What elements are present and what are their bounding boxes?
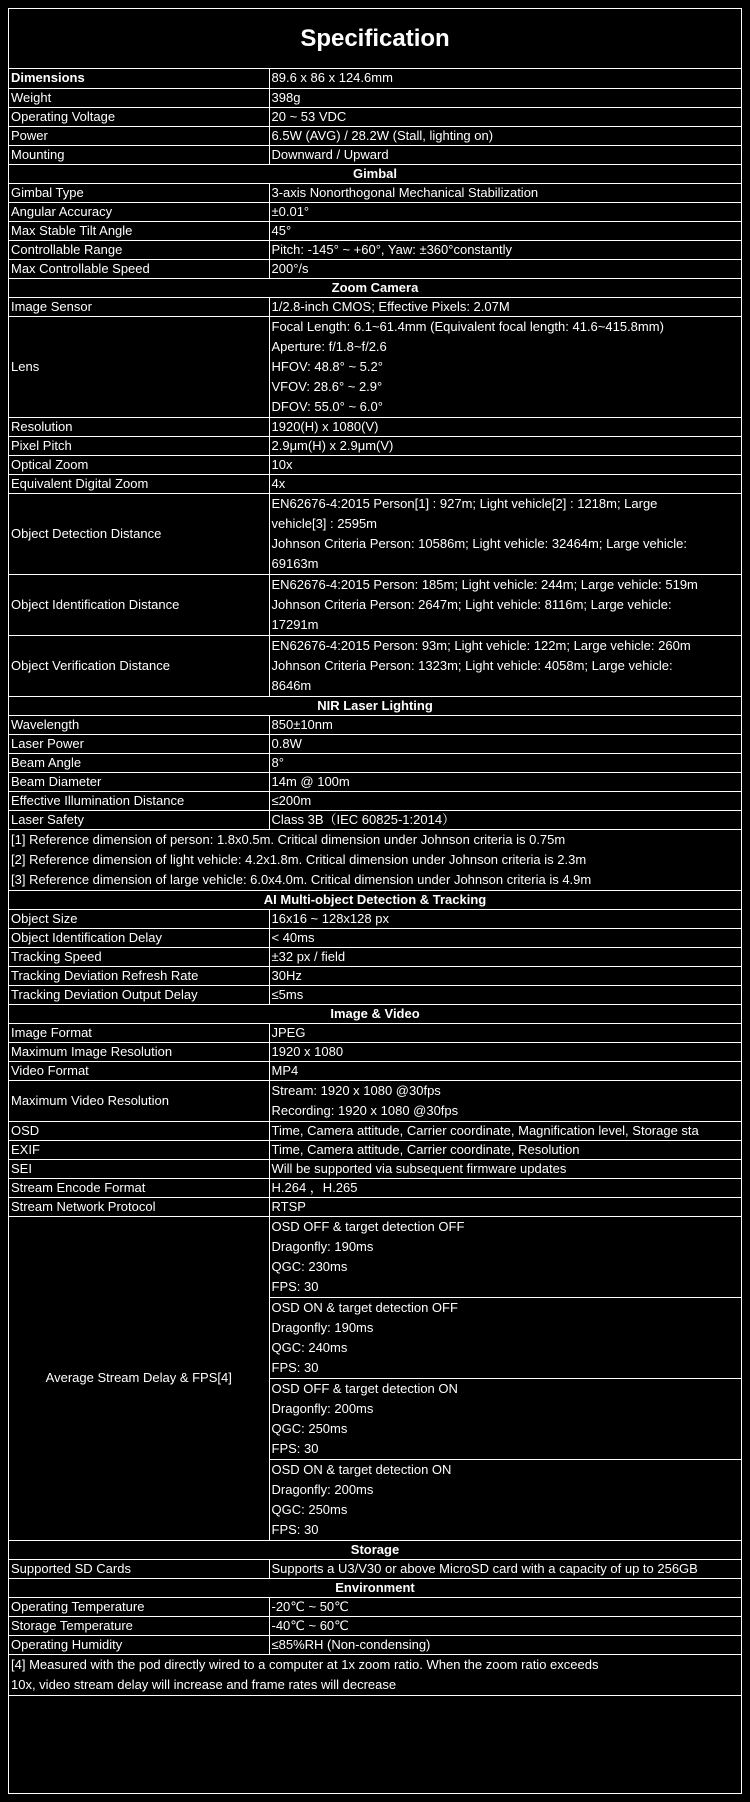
spec-value: Pitch: -145° ~ +60°, Yaw: ±360°constantly — [269, 240, 741, 259]
spec-row-beam-diameter — [9, 772, 741, 791]
spec-value-line: Dragonfly: 200ms — [271, 1400, 374, 1416]
spec-label: Dimensions — [9, 69, 269, 88]
spec-value-line: Dragonfly: 190ms — [271, 1319, 374, 1335]
spec-label: Wavelength — [9, 715, 269, 734]
spec-row-video-format — [9, 1061, 741, 1080]
section-header-storage — [9, 1540, 741, 1559]
spec-row-object-size — [9, 909, 741, 928]
spec-label: Controllable Range — [9, 240, 269, 259]
spec-value: 4x — [269, 474, 741, 493]
spec-label: Max Stable Tilt Angle — [9, 221, 269, 240]
spec-value: ±32 px / field — [269, 947, 741, 966]
spec-row-mounting — [9, 145, 741, 164]
spec-row-beam-angle — [9, 753, 741, 772]
spec-value-line: Dragonfly: 190ms — [271, 1238, 374, 1254]
spec-row-object-verification-distance — [9, 635, 741, 696]
spec-label: Laser Safety — [9, 810, 269, 829]
spec-value-line: 17291m — [271, 616, 319, 632]
spec-label: Mounting — [9, 145, 269, 164]
spec-value: 10x — [269, 455, 741, 474]
spec-value: -20℃ ~ 50℃ — [269, 1597, 741, 1616]
spec-value-line: Focal Length: 6.1~61.4mm (Equivalent focal length: 41.6~415.8mm) — [271, 318, 664, 334]
spec-label: Object Detection Distance — [9, 493, 269, 574]
spec-label: Gimbal Type — [9, 183, 269, 202]
spec-value-line: QGC: 240ms — [271, 1339, 348, 1355]
spec-value-line: Johnson Criteria Person: 10586m; Light vehicle: 32464m; Large vehicle: — [271, 535, 688, 551]
spec-value-line: OSD ON & target detection OFF — [271, 1299, 458, 1315]
spec-label: Angular Accuracy — [9, 202, 269, 221]
spec-row-object-detection-distance — [9, 493, 741, 574]
spec-row-supported-sd-cards — [9, 1559, 741, 1578]
footnote-block — [9, 1654, 741, 1695]
spec-label: Maximum Video Resolution — [9, 1080, 269, 1121]
section-header-image-video — [9, 1004, 741, 1023]
spec-label: Equivalent Digital Zoom — [9, 474, 269, 493]
spec-label: Beam Diameter — [9, 772, 269, 791]
spec-value: Class 3B（IEC 60825-1:2014） — [269, 810, 741, 829]
spec-value-line: HFOV: 48.8° ~ 5.2° — [271, 358, 383, 374]
spec-value: 200°/s — [269, 259, 741, 278]
spec-value: JPEG — [269, 1023, 741, 1042]
spec-value-line: DFOV: 55.0° ~ 6.0° — [271, 398, 383, 414]
spec-label: Object Identification Distance — [9, 574, 269, 635]
section-header-nir-laser-lighting — [9, 696, 741, 715]
spec-value-line: EN62676-4:2015 Person: 93m; Light vehicle: 122m; Large vehicle: 260m — [271, 637, 691, 653]
spec-label: Maximum Image Resolution — [9, 1042, 269, 1061]
section-title: AI Multi-object Detection & Tracking — [9, 890, 741, 909]
spec-row-object-identification-delay — [9, 928, 741, 947]
spec-row-optical-zoom — [9, 455, 741, 474]
spec-row-gimbal-type — [9, 183, 741, 202]
spec-row-lens — [9, 316, 741, 417]
spec-value — [269, 635, 741, 696]
spec-value: -40℃ ~ 60℃ — [269, 1616, 741, 1635]
footnote-line: [3] Reference dimension of large vehicle: 6.0x4.0m. Critical dimension under Johnson criteria is 4.9m — [11, 871, 592, 887]
spec-label: Stream Encode Format — [9, 1178, 269, 1197]
section-header-ai-multi-object-detection-tracking — [9, 890, 741, 909]
spec-row-sei — [9, 1159, 741, 1178]
spec-label: Laser Power — [9, 734, 269, 753]
spec-value: Time, Camera attitude, Carrier coordinate, Magnification level, Storage sta — [269, 1121, 741, 1140]
spec-label: Resolution — [9, 417, 269, 436]
footnote — [9, 829, 741, 890]
spec-row-exif — [9, 1140, 741, 1159]
spec-value: RTSP — [269, 1197, 741, 1216]
spec-value: 30Hz — [269, 966, 741, 985]
spec-label: Operating Voltage — [9, 107, 269, 126]
spec-label: Object Identification Delay — [9, 928, 269, 947]
spec-value: MP4 — [269, 1061, 741, 1080]
spec-row-resolution — [9, 417, 741, 436]
spec-label: EXIF — [9, 1140, 269, 1159]
spec-value: ±0.01° — [269, 202, 741, 221]
stream-delay-values — [269, 1459, 741, 1540]
spec-label: Beam Angle — [9, 753, 269, 772]
spec-value-line: 8646m — [271, 677, 312, 693]
footnote-line: [1] Reference dimension of person: 1.8x0.5m. Critical dimension under Johnson criteria is 0.75m — [11, 831, 566, 847]
spec-label: Weight — [9, 88, 269, 107]
spec-row-tracking-deviation-output-delay — [9, 985, 741, 1004]
section-header-environment — [9, 1578, 741, 1597]
spec-value: ≤200m — [269, 791, 741, 810]
page-title: Specification — [9, 9, 741, 69]
spec-row-wavelength — [9, 715, 741, 734]
section-title: Environment — [9, 1578, 741, 1597]
spec-row-storage-temperature — [9, 1616, 741, 1635]
spec-value-line: EN62676-4:2015 Person[1] : 927m; Light vehicle[2] : 1218m; Large — [271, 495, 658, 511]
stream-delay-values — [269, 1297, 741, 1378]
spec-value-line: QGC: 230ms — [271, 1258, 348, 1274]
spec-value: < 40ms — [269, 928, 741, 947]
spec-value: 16x16 ~ 128x128 px — [269, 909, 741, 928]
stream-delay-group — [9, 1216, 741, 1297]
spec-value-line: Aperture: f/1.8~f/2.6 — [271, 338, 387, 354]
spec-value: Downward / Upward — [269, 145, 741, 164]
spec-value: Time, Camera attitude, Carrier coordinate, Resolution — [269, 1140, 741, 1159]
spec-row-operating-voltage — [9, 107, 741, 126]
spec-row-image-sensor — [9, 297, 741, 316]
spec-value — [269, 316, 741, 417]
spec-value: 20 ~ 53 VDC — [269, 107, 741, 126]
spec-row-maximum-image-resolution — [9, 1042, 741, 1061]
spec-row-laser-safety — [9, 810, 741, 829]
spec-label: Effective Illumination Distance — [9, 791, 269, 810]
spec-value-line: QGC: 250ms — [271, 1501, 348, 1517]
spec-label: Object Verification Distance — [9, 635, 269, 696]
spec-value-line: FPS: 30 — [271, 1440, 319, 1456]
spec-value — [269, 1080, 741, 1121]
spec-value-line: Stream: 1920 x 1080 @30fps — [271, 1082, 441, 1098]
spec-row-maximum-video-resolution — [9, 1080, 741, 1121]
spec-value — [269, 493, 741, 574]
spec-value: 850±10nm — [269, 715, 741, 734]
spec-value-line: FPS: 30 — [271, 1359, 319, 1375]
spec-value — [269, 574, 741, 635]
spec-label: Optical Zoom — [9, 455, 269, 474]
stream-delay-values — [269, 1216, 741, 1297]
footnote — [9, 1654, 741, 1695]
spec-label: Image Format — [9, 1023, 269, 1042]
spec-label: Operating Temperature — [9, 1597, 269, 1616]
spec-row-angular-accuracy — [9, 202, 741, 221]
spec-value-line: VFOV: 28.6° ~ 2.9° — [271, 378, 383, 394]
spec-value-line: OSD OFF & target detection ON — [271, 1380, 458, 1396]
section-title: Storage — [9, 1540, 741, 1559]
spec-label: Power — [9, 126, 269, 145]
spec-label: Stream Network Protocol — [9, 1197, 269, 1216]
spec-value-line: Johnson Criteria Person: 1323m; Light vehicle: 4058m; Large vehicle: — [271, 657, 673, 673]
spec-row-dimensions — [9, 69, 741, 88]
spec-label: Tracking Deviation Refresh Rate — [9, 966, 269, 985]
section-title: NIR Laser Lighting — [9, 696, 741, 715]
spec-row-stream-network-protocol — [9, 1197, 741, 1216]
spec-value-line: vehicle[3] : 2595m — [271, 515, 378, 531]
spec-row-stream-encode-format — [9, 1178, 741, 1197]
spec-value: 14m @ 100m — [269, 772, 741, 791]
spec-label: Pixel Pitch — [9, 436, 269, 455]
spec-row-equivalent-digital-zoom — [9, 474, 741, 493]
spec-value-line: 69163m — [271, 555, 319, 571]
spec-label: Video Format — [9, 1061, 269, 1080]
spec-row-power — [9, 126, 741, 145]
spec-row-laser-power — [9, 734, 741, 753]
spec-row-operating-humidity — [9, 1635, 741, 1654]
spec-value-line: Johnson Criteria Person: 2647m; Light vehicle: 8116m; Large vehicle: — [271, 596, 672, 612]
spec-label: Object Size — [9, 909, 269, 928]
spec-label: OSD — [9, 1121, 269, 1140]
footnote-line: 10x, video stream delay will increase and frame rates will decrease — [11, 1676, 397, 1692]
footnote-line: [2] Reference dimension of light vehicle: 4.2x1.8m. Critical dimension under Johnson criteria is 2.3m — [11, 851, 587, 867]
spec-sheet — [8, 8, 742, 1794]
footnote-block — [9, 829, 741, 890]
spec-value: ≤5ms — [269, 985, 741, 1004]
spec-row-object-identification-distance — [9, 574, 741, 635]
spec-label: Supported SD Cards — [9, 1559, 269, 1578]
spec-value: Will be supported via subsequent firmware updates — [269, 1159, 741, 1178]
spec-value: 1920 x 1080 — [269, 1042, 741, 1061]
spec-value: 1/2.8-inch CMOS; Effective Pixels: 2.07M — [269, 297, 741, 316]
spec-label: Tracking Deviation Output Delay — [9, 985, 269, 1004]
spec-value-line: QGC: 250ms — [271, 1420, 348, 1436]
spec-value: H.264 ，H.265 — [269, 1178, 741, 1197]
spec-label: SEI — [9, 1159, 269, 1178]
spec-value-line: OSD OFF & target detection OFF — [271, 1218, 465, 1234]
spec-value: 1920(H) x 1080(V) — [269, 417, 741, 436]
footnote-line: [4] Measured with the pod directly wired to a computer at 1x zoom ratio. When the zoom ratio exceeds — [11, 1656, 599, 1672]
spec-label: Lens — [9, 316, 269, 417]
spec-row-tracking-speed — [9, 947, 741, 966]
spec-label: Image Sensor — [9, 297, 269, 316]
spec-value: 3-axis Nonorthogonal Mechanical Stabilization — [269, 183, 741, 202]
spec-row-image-format — [9, 1023, 741, 1042]
spec-label: Max Controllable Speed — [9, 259, 269, 278]
spec-row-weight — [9, 88, 741, 107]
stream-delay-values — [269, 1378, 741, 1459]
spec-value-line: Dragonfly: 200ms — [271, 1481, 374, 1497]
spec-table — [9, 69, 741, 1696]
spec-value: 398g — [269, 88, 741, 107]
spec-label: Tracking Speed — [9, 947, 269, 966]
spec-row-max-controllable-speed — [9, 259, 741, 278]
spec-value: 8° — [269, 753, 741, 772]
spec-value-line: FPS: 30 — [271, 1278, 319, 1294]
spec-value: 6.5W (AVG) / 28.2W (Stall, lighting on) — [269, 126, 741, 145]
spec-row-operating-temperature — [9, 1597, 741, 1616]
spec-value: 45° — [269, 221, 741, 240]
spec-row-effective-illumination-distance — [9, 791, 741, 810]
spec-row-osd — [9, 1121, 741, 1140]
section-title: Gimbal — [9, 164, 741, 183]
spec-value: 89.6 x 86 x 124.6mm — [269, 69, 741, 88]
spec-row-pixel-pitch — [9, 436, 741, 455]
spec-value-line: EN62676-4:2015 Person: 185m; Light vehicle: 244m; Large vehicle: 519m — [271, 576, 698, 592]
spec-row-max-stable-tilt-angle — [9, 221, 741, 240]
section-title: Zoom Camera — [9, 278, 741, 297]
spec-label: Average Stream Delay & FPS[4] — [9, 1216, 269, 1540]
spec-value: 2.9μm(H) x 2.9μm(V) — [269, 436, 741, 455]
spec-label: Storage Temperature — [9, 1616, 269, 1635]
spec-value-line: Recording: 1920 x 1080 @30fps — [271, 1102, 459, 1118]
spec-value-line: OSD ON & target detection ON — [271, 1461, 452, 1477]
spec-value: 0.8W — [269, 734, 741, 753]
section-header-gimbal — [9, 164, 741, 183]
spec-value: Supports a U3/V30 or above MicroSD card with a capacity of up to 256GB — [269, 1559, 741, 1578]
spec-label: Operating Humidity — [9, 1635, 269, 1654]
spec-value-line: FPS: 30 — [271, 1521, 319, 1537]
spec-value: ≤85%RH (Non-condensing) — [269, 1635, 741, 1654]
spec-row-controllable-range — [9, 240, 741, 259]
spec-row-tracking-deviation-refresh-rate — [9, 966, 741, 985]
section-header-zoom-camera — [9, 278, 741, 297]
section-title: Image & Video — [9, 1004, 741, 1023]
